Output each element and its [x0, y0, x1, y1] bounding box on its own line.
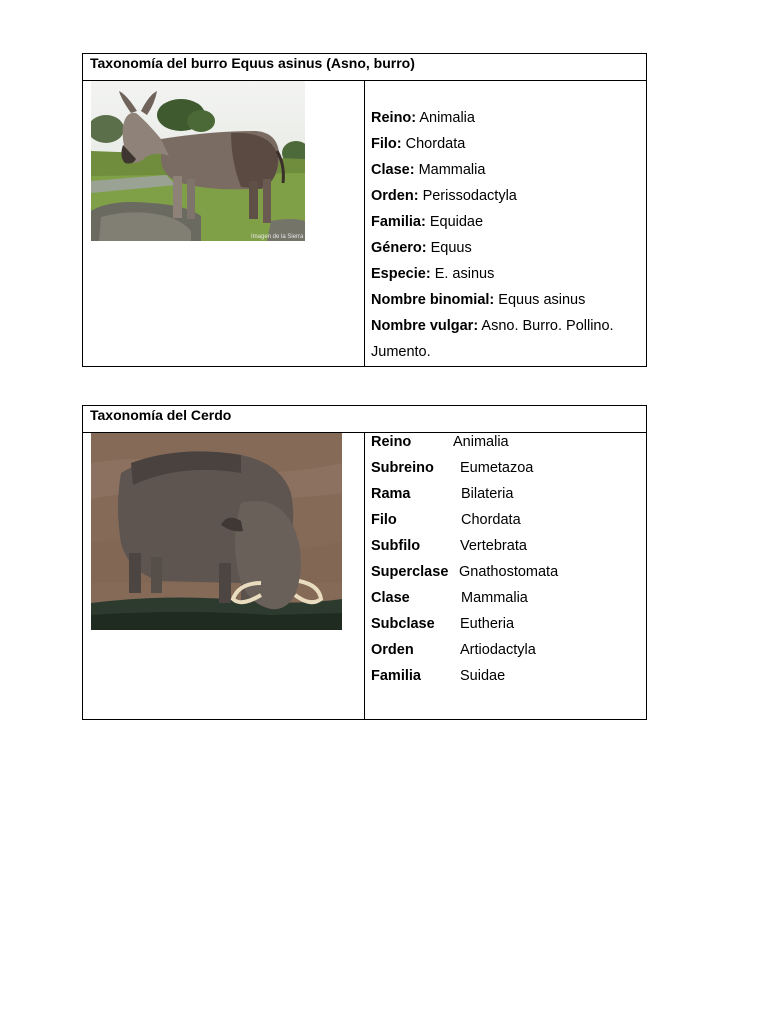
taxonomy-row	[371, 482, 641, 508]
taxonomy-label: Reino:	[371, 110, 417, 126]
taxonomy-value: Equus asinus	[498, 292, 586, 308]
taxonomy-label: Superclase	[371, 564, 449, 580]
taxonomy-row	[371, 287, 636, 313]
taxonomy-value: Equus	[430, 240, 472, 256]
taxonomy-label: Clase	[371, 590, 410, 606]
pig-table-body	[83, 433, 646, 720]
taxonomy-label: Orden	[371, 642, 414, 658]
taxonomy-row	[371, 586, 641, 612]
taxonomy-value: Animalia	[419, 110, 475, 126]
taxonomy-value: Gnathostomata	[459, 564, 559, 580]
taxonomy-label: Familia:	[371, 214, 426, 230]
taxonomy-value: Bilateria	[461, 486, 514, 502]
taxonomy-label: Subreino	[371, 460, 434, 476]
taxonomy-row	[371, 638, 641, 664]
taxonomy-row	[371, 261, 636, 287]
column-divider	[364, 433, 365, 720]
taxonomy-row	[371, 105, 636, 131]
donkey-table-body	[83, 81, 646, 367]
donkey-taxonomy-table	[82, 53, 647, 367]
taxonomy-value: E. asinus	[434, 266, 495, 282]
taxonomy-label: Nombre binomial:	[371, 292, 495, 308]
pig-table-title: Taxonomía del Cerdo	[83, 406, 646, 433]
taxonomy-value: Mammalia	[461, 590, 528, 606]
taxonomy-label: Rama	[371, 486, 411, 502]
pig-taxonomy-table	[82, 405, 647, 720]
taxonomy-value: Eumetazoa	[460, 460, 534, 476]
taxonomy-label: Subclase	[371, 616, 435, 632]
taxonomy-label: Familia	[371, 668, 421, 684]
taxonomy-value: Perissodactyla	[422, 188, 517, 204]
taxonomy-value: Chordata	[405, 136, 466, 152]
taxonomy-label: Género:	[371, 240, 427, 256]
taxonomy-value: Equidae	[429, 214, 484, 230]
taxonomy-row	[371, 209, 636, 235]
taxonomy-value: Chordata	[461, 512, 521, 528]
taxonomy-label: Orden:	[371, 188, 419, 204]
taxonomy-label: Reino	[371, 434, 412, 450]
taxonomy-row	[371, 430, 641, 456]
taxonomy-value: Asno. Burro. Pollino. Jumento.	[371, 318, 614, 360]
taxonomy-value: Vertebrata	[460, 538, 527, 554]
pig-taxonomy-list	[371, 430, 641, 690]
taxonomy-row	[371, 534, 641, 560]
taxonomy-row	[371, 664, 641, 690]
donkey-table-title: Taxonomía del burro Equus asinus (Asno, burro)	[83, 54, 646, 81]
taxonomy-label: Clase:	[371, 162, 415, 178]
donkey-photo	[91, 81, 305, 241]
donkey-taxonomy-list	[371, 105, 636, 365]
taxonomy-row	[371, 183, 636, 209]
taxonomy-row	[371, 313, 636, 365]
taxonomy-label: Subfilo	[371, 538, 421, 554]
taxonomy-row	[371, 560, 641, 586]
taxonomy-label: Filo	[371, 512, 397, 528]
taxonomy-row	[371, 235, 636, 261]
taxonomy-label: Especie:	[371, 266, 431, 282]
taxonomy-row	[371, 612, 641, 638]
taxonomy-row	[371, 157, 636, 183]
taxonomy-row	[371, 508, 641, 534]
taxonomy-value: Eutheria	[460, 616, 515, 632]
taxonomy-label: Filo:	[371, 136, 402, 152]
photo-watermark: Imagen de la Sierra	[251, 234, 304, 240]
taxonomy-value: Animalia	[453, 434, 509, 450]
taxonomy-value: Mammalia	[418, 162, 486, 178]
taxonomy-label: Nombre vulgar:	[371, 318, 479, 334]
taxonomy-value: Suidae	[460, 668, 506, 684]
column-divider	[364, 81, 365, 367]
taxonomy-row	[371, 131, 636, 157]
warthog-photo	[91, 433, 342, 630]
taxonomy-row	[371, 456, 641, 482]
taxonomy-value: Artiodactyla	[460, 642, 536, 658]
